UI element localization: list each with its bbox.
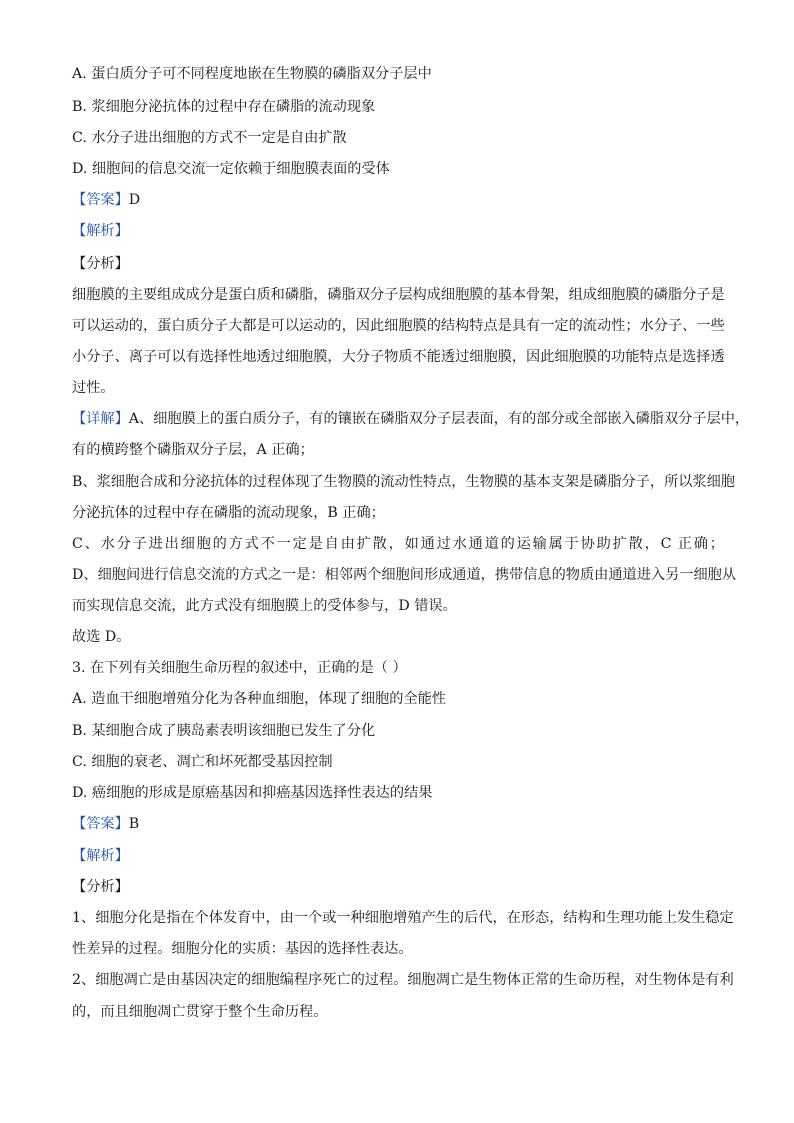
q3-analysis-line: 2、细胞凋亡是由基因决定的细胞编程序死亡的过程。细胞凋亡是生物体正常的生命历程，对生物体是有利 (72, 972, 734, 988)
q2-detail-line: B、浆细胞合成和分泌抗体的过程体现了生物膜的流动性特点，生物膜的基本支架是磷脂分子，所以浆细胞 (72, 474, 736, 490)
q3-analysis-line: 性差异的过程。细胞分化的实质：基因的选择性表达。 (72, 941, 413, 957)
q2-option-c: C. 水分子进出细胞的方式不一定是自由扩散 (72, 130, 347, 146)
q3-stem: 3. 在下列有关细胞生命历程的叙述中，正确的是（ ） (72, 660, 407, 676)
answer-label: 【答案】 (72, 192, 129, 208)
q2-analysis-line: 过性。 (72, 380, 115, 396)
q3-option-d: D. 癌细胞的形成是原癌基因和抑癌基因选择性表达的结果 (72, 785, 433, 801)
answer-label: 【答案】 (72, 816, 129, 832)
q3-analysis-line: 的，而且细胞凋亡贯穿于整个生命历程。 (72, 1004, 328, 1020)
q3-analysis-line: 1、细胞分化是指在个体发育中，由一个或一种细胞增殖产生的后代，在形态，结构和生理功能上发生稳定 (72, 910, 734, 926)
q3-fenxi-label: 【分析】 (72, 879, 129, 895)
q3-option-a: A. 造血干细胞增殖分化为各种血细胞，体现了细胞的全能性 (72, 691, 446, 707)
q2-detail-line: 有的横跨整个磷脂双分子层，A 正确； (72, 442, 314, 458)
q2-detail-line: 【详解】A、细胞膜上的蛋白质分子，有的镶嵌在磷脂双分子层表面，有的部分或全部嵌入磷脂双分子层中， (72, 411, 750, 427)
q3-jiexi-label: 【解析】 (72, 848, 129, 864)
q3-option-c: C. 细胞的衰老、凋亡和坏死都受基因控制 (72, 754, 333, 770)
q2-conclusion: 故选 D。 (72, 629, 131, 645)
q3-answer (72, 814, 724, 834)
detail-label: 【详解】 (72, 411, 129, 427)
q2-option-d: D. 细胞间的信息交流一定依赖于细胞膜表面的受体 (72, 161, 390, 177)
q2-detail-line: C、水分子进出细胞的方式不一定是自由扩散，如通过水通道的运输属于协助扩散，C 正确； (72, 536, 724, 552)
answer-value: D (128, 192, 141, 208)
q2-fenxi-label: 【分析】 (72, 256, 129, 272)
q2-jiexi-label: 【解析】 (72, 223, 129, 239)
q2-analysis-line: 细胞膜的主要组成成分是蛋白质和磷脂，磷脂双分子层构成细胞膜的基本骨架，组成细胞膜的磷脂分子是 (72, 287, 725, 303)
q2-detail-line: D、细胞间进行信息交流的方式之一是：相邻两个细胞间形成通道，携带信息的物质由通道进入另一细胞从 (72, 567, 737, 583)
q2-analysis-line: 可以运动的，蛋白质分子大都是可以运动的，因此细胞膜的结构特点是具有一定的流动性；水分子、一些 (72, 318, 725, 334)
q2-option-b: B. 浆细胞分泌抗体的过程中存在磷脂的流动现象 (72, 99, 376, 115)
q2-analysis-line: 小分子、离子可以有选择性地透过细胞膜，大分子物质不能透过细胞膜，因此细胞膜的功能特点是选择透 (72, 349, 725, 365)
q2-detail-line: 而实现信息交流，此方式没有细胞膜上的受体参与，D 错误。 (72, 598, 457, 614)
q2-answer (72, 190, 724, 210)
q2-detail-line: 分泌抗体的过程中存在磷脂的流动现象，B 正确； (72, 505, 385, 521)
q2-option-a: A. 蛋白质分子可不同程度地嵌在生物膜的磷脂双分子层中 (72, 66, 432, 82)
answer-value: B (128, 816, 140, 832)
q3-option-b: B. 某细胞合成了胰岛素表明该细胞已发生了分化 (72, 723, 376, 739)
